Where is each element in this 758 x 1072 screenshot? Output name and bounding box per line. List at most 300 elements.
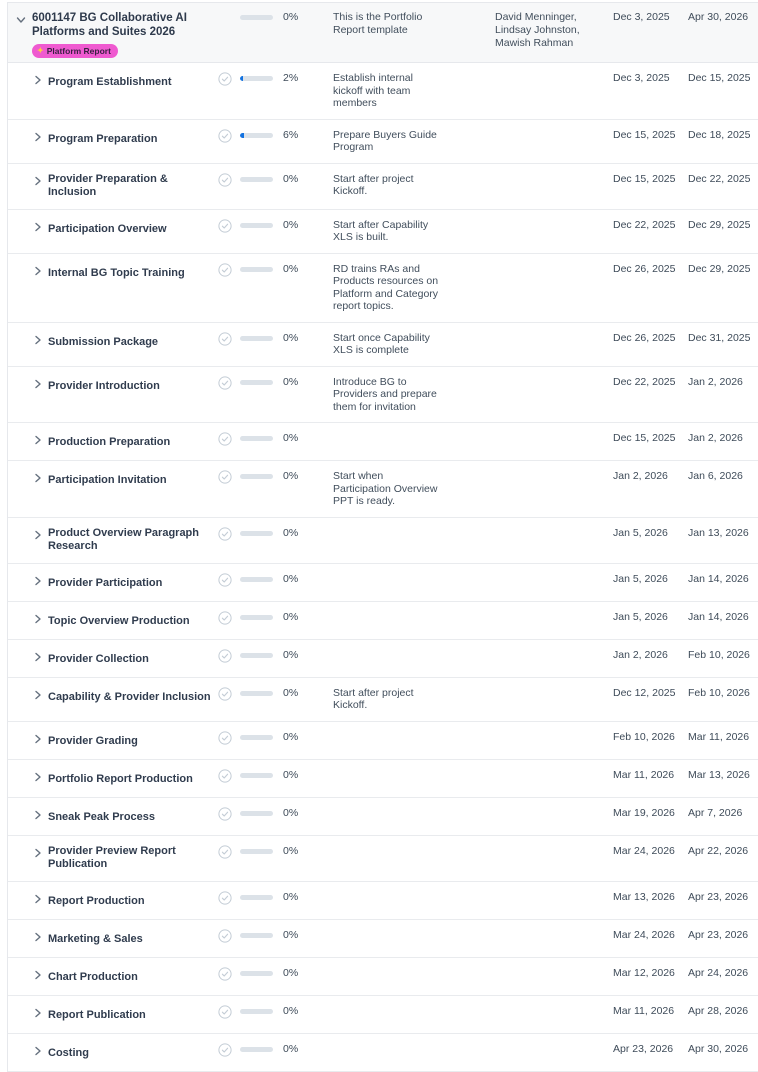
task-description[interactable] xyxy=(333,432,439,451)
task-description[interactable] xyxy=(333,1043,439,1062)
check-circle-icon[interactable] xyxy=(218,129,232,148)
chevron-right-icon[interactable] xyxy=(33,433,43,449)
check-circle-icon[interactable] xyxy=(218,470,232,489)
progress-percent: 0% xyxy=(283,966,299,979)
task-name-cell xyxy=(48,769,218,788)
start-date[interactable]: Mar 12, 2026 xyxy=(613,966,675,979)
end-date[interactable]: Mar 13, 2026 xyxy=(688,768,750,781)
task-name-cell xyxy=(48,432,218,451)
task-description[interactable] xyxy=(333,967,439,986)
progress-bar xyxy=(240,380,273,385)
check-circle-icon[interactable] xyxy=(218,807,232,826)
task-assignees xyxy=(495,611,591,630)
header-progress-cell xyxy=(240,11,283,62)
task-name-cell xyxy=(48,891,218,910)
start-date[interactable]: Mar 11, 2026 xyxy=(613,1004,675,1017)
check-cell xyxy=(218,263,240,313)
start-date[interactable]: Dec 3, 2025 xyxy=(613,11,670,23)
task-row xyxy=(8,564,758,602)
task-description[interactable]: Start after Capability XLS is built. xyxy=(333,218,429,243)
start-date[interactable]: Dec 26, 2025 xyxy=(613,331,676,344)
task-name[interactable]: Provider Participation xyxy=(48,576,163,589)
end-date[interactable]: Apr 24, 2026 xyxy=(688,966,749,979)
check-circle-icon[interactable] xyxy=(218,611,232,630)
task-name-cell xyxy=(48,687,218,712)
progress-bar xyxy=(240,531,273,536)
check-circle-icon[interactable] xyxy=(218,173,232,192)
check-circle-icon[interactable] xyxy=(218,929,232,948)
chevron-right-icon[interactable] xyxy=(33,1006,43,1022)
check-circle-icon[interactable] xyxy=(218,731,232,750)
progress-bar xyxy=(240,177,273,182)
chevron-right-icon[interactable] xyxy=(33,333,43,349)
check-cell xyxy=(218,967,240,986)
task-description[interactable] xyxy=(333,649,439,668)
task-row xyxy=(8,423,758,461)
sparkle-icon: ✦ xyxy=(37,46,44,55)
task-assignees xyxy=(495,769,591,788)
start-date[interactable]: Mar 19, 2026 xyxy=(613,806,675,819)
check-circle-icon[interactable] xyxy=(218,967,232,986)
task-description[interactable]: RD trains RAs and Products resources on Platform and Category report topics. xyxy=(333,262,439,312)
progress-percent: 0% xyxy=(283,375,299,388)
progress-bar xyxy=(240,933,273,938)
task-description[interactable] xyxy=(333,929,439,948)
progress-cell xyxy=(240,731,283,750)
task-description[interactable] xyxy=(333,845,439,872)
check-circle-icon[interactable] xyxy=(218,649,232,668)
end-date[interactable]: Apr 22, 2026 xyxy=(688,844,749,857)
check-circle-icon[interactable] xyxy=(218,376,232,395)
progress-bar xyxy=(240,1009,273,1014)
check-cell xyxy=(218,1043,240,1062)
check-cell xyxy=(218,376,240,414)
chevron-cell xyxy=(8,432,48,451)
chevron-right-icon[interactable] xyxy=(33,130,43,146)
task-description[interactable]: Start after project Kickoff. xyxy=(333,686,414,711)
progress-percent: 0% xyxy=(283,470,299,482)
chevron-cell xyxy=(8,611,48,630)
task-row xyxy=(8,920,758,958)
task-description[interactable]: Start after project Kickoff. xyxy=(333,172,414,197)
progress-bar xyxy=(240,971,273,976)
task-name-cell xyxy=(48,173,218,200)
chevron-right-icon[interactable] xyxy=(33,471,43,487)
task-name[interactable]: Internal BG Topic Training xyxy=(48,266,185,279)
task-name[interactable]: Participation Invitation xyxy=(48,474,167,486)
task-assignees xyxy=(495,845,591,872)
start-date[interactable]: Dec 15, 2025 xyxy=(613,128,676,141)
chevron-right-icon[interactable] xyxy=(33,73,43,89)
progress-cell xyxy=(240,219,283,244)
task-row xyxy=(8,461,758,518)
task-description[interactable] xyxy=(333,891,439,910)
start-date[interactable]: Dec 22, 2025 xyxy=(613,218,676,231)
progress-bar xyxy=(240,223,273,228)
end-date[interactable]: Jan 2, 2026 xyxy=(688,432,743,444)
check-circle-icon[interactable] xyxy=(218,891,232,910)
task-assignees xyxy=(495,376,591,414)
start-date[interactable]: Mar 13, 2026 xyxy=(613,890,675,903)
task-name[interactable]: Provider Grading xyxy=(48,734,138,747)
progress-percent: 0% xyxy=(283,218,299,231)
end-date[interactable]: Dec 15, 2025 xyxy=(688,72,751,84)
start-date[interactable]: Mar 11, 2026 xyxy=(613,768,675,781)
end-date[interactable]: Apr 7, 2026 xyxy=(688,806,743,819)
check-circle-icon[interactable] xyxy=(218,573,232,592)
task-row xyxy=(8,678,758,722)
check-circle-icon[interactable] xyxy=(218,845,232,864)
task-row xyxy=(8,120,758,164)
task-row xyxy=(8,640,758,678)
header-chevron-cell xyxy=(8,11,32,62)
check-cell xyxy=(218,1005,240,1024)
check-circle-icon[interactable] xyxy=(218,72,232,91)
task-row xyxy=(8,996,758,1034)
chevron-right-icon[interactable] xyxy=(33,1044,43,1060)
start-date[interactable]: Jan 2, 2026 xyxy=(613,648,668,661)
task-name[interactable]: Submission Package xyxy=(48,335,159,348)
progress-percent: 0% xyxy=(283,730,299,743)
task-name[interactable]: Provider Introduction xyxy=(48,379,160,392)
progress-bar xyxy=(240,15,273,20)
progress-cell xyxy=(240,649,283,668)
task-assignees xyxy=(495,470,591,508)
progress-cell xyxy=(240,807,283,826)
chevron-cell xyxy=(8,332,48,357)
chevron-right-icon[interactable] xyxy=(33,770,43,786)
start-date[interactable]: Apr 23, 2026 xyxy=(613,1042,674,1055)
task-name-cell xyxy=(48,1005,218,1024)
end-date[interactable]: Dec 29, 2025 xyxy=(688,262,751,275)
end-date[interactable]: Feb 10, 2026 xyxy=(688,686,750,699)
chevron-right-icon[interactable] xyxy=(33,892,43,908)
task-description[interactable] xyxy=(333,807,439,826)
check-cell xyxy=(218,173,240,200)
task-assignees xyxy=(495,332,591,357)
end-date[interactable]: Dec 29, 2025 xyxy=(688,218,751,231)
task-assignees xyxy=(495,1005,591,1024)
task-assignees xyxy=(495,432,591,451)
progress-percent: 2% xyxy=(283,72,299,84)
chevron-cell xyxy=(8,263,48,313)
end-date[interactable]: Jan 13, 2026 xyxy=(688,526,749,539)
check-circle-icon[interactable] xyxy=(218,263,232,282)
check-circle-icon[interactable] xyxy=(218,769,232,788)
task-assignees xyxy=(495,687,591,712)
end-date[interactable]: Dec 22, 2025 xyxy=(688,172,751,185)
task-name[interactable]: Program Preparation xyxy=(48,132,158,145)
task-name[interactable]: Participation Overview xyxy=(48,222,167,235)
progress-bar xyxy=(240,653,273,658)
end-date[interactable]: Apr 30, 2026 xyxy=(688,1042,749,1055)
chevron-cell xyxy=(8,72,48,110)
start-date[interactable]: Dec 26, 2025 xyxy=(613,262,676,275)
end-date[interactable]: Feb 10, 2026 xyxy=(688,648,750,661)
end-date[interactable]: Jan 14, 2026 xyxy=(688,610,749,623)
start-date[interactable]: Jan 5, 2026 xyxy=(613,572,668,585)
task-row xyxy=(8,323,758,367)
chevron-right-icon[interactable] xyxy=(33,612,43,628)
progress-percent: 0% xyxy=(283,526,299,539)
task-assignees xyxy=(495,173,591,200)
task-name[interactable]: Report Publication xyxy=(48,1008,146,1021)
task-name[interactable]: Sneak Peak Process xyxy=(48,810,156,823)
progress-cell xyxy=(240,332,283,357)
task-name-cell xyxy=(48,527,218,554)
check-cell xyxy=(218,129,240,154)
task-assignees xyxy=(495,263,591,313)
progress-cell xyxy=(240,845,283,872)
task-description[interactable]: Prepare Buyers Guide Program xyxy=(333,128,437,153)
chevron-cell xyxy=(8,891,48,910)
progress-cell xyxy=(240,72,283,110)
task-row xyxy=(8,254,758,323)
chevron-right-icon[interactable] xyxy=(33,930,43,946)
task-assignees xyxy=(495,573,591,592)
check-circle-icon[interactable] xyxy=(218,527,232,546)
task-name[interactable]: Chart Production xyxy=(48,970,138,983)
task-name[interactable]: Capability & Provider Inclusion xyxy=(48,690,211,703)
progress-percent: 0% xyxy=(283,262,299,275)
project-title[interactable]: 6001147 BG Collaborative AI Platforms and Suites 2026 xyxy=(32,12,187,38)
chevron-cell xyxy=(8,731,48,750)
progress-percent: 0% xyxy=(283,1042,299,1055)
check-circle-icon[interactable] xyxy=(218,687,232,706)
progress-percent: 0% xyxy=(283,11,299,23)
task-name[interactable]: Program Establishment xyxy=(48,76,172,88)
progress-cell xyxy=(240,573,283,592)
check-cell xyxy=(218,649,240,668)
task-description[interactable] xyxy=(333,731,439,750)
progress-percent: 0% xyxy=(283,1004,299,1017)
task-description[interactable]: Introduce BG to Providers and prepare them for invitation xyxy=(333,375,437,413)
end-date[interactable]: Jan 6, 2026 xyxy=(688,470,743,482)
progress-cell xyxy=(240,527,283,554)
task-description[interactable] xyxy=(333,573,439,592)
progress-cell xyxy=(240,769,283,788)
project-assignees[interactable]: David Menninger, Lindsay Johnston, Mawish Rahman xyxy=(495,11,580,49)
progress-cell xyxy=(240,432,283,451)
task-name[interactable]: Topic Overview Production xyxy=(48,614,190,627)
check-cell xyxy=(218,611,240,630)
chevron-cell xyxy=(8,173,48,200)
task-assignees xyxy=(495,967,591,986)
end-date[interactable]: Dec 18, 2025 xyxy=(688,128,751,141)
task-description[interactable] xyxy=(333,1005,439,1024)
task-name[interactable]: Provider Preview Report Publication xyxy=(48,844,176,870)
progress-percent: 0% xyxy=(283,890,299,903)
progress-percent: 0% xyxy=(283,844,299,857)
task-assignees xyxy=(495,649,591,668)
progress-bar xyxy=(240,577,273,582)
chevron-down-icon[interactable] xyxy=(16,13,26,29)
header-check-cell xyxy=(218,11,240,62)
progress-cell xyxy=(240,173,283,200)
start-date[interactable]: Jan 5, 2026 xyxy=(613,610,668,623)
end-date[interactable]: Jan 14, 2026 xyxy=(688,572,749,585)
task-name-cell xyxy=(48,731,218,750)
chevron-cell xyxy=(8,376,48,414)
chevron-right-icon[interactable] xyxy=(33,220,43,236)
chevron-right-icon[interactable] xyxy=(33,732,43,748)
start-date[interactable]: Mar 24, 2026 xyxy=(613,844,675,857)
chevron-right-icon[interactable] xyxy=(33,377,43,393)
task-name[interactable]: Portfolio Report Production xyxy=(48,772,193,785)
chevron-cell xyxy=(8,219,48,244)
progress-cell xyxy=(240,376,283,414)
project-description[interactable]: This is the Portfolio Report template xyxy=(333,11,423,36)
task-description[interactable] xyxy=(333,527,439,554)
task-row xyxy=(8,798,758,836)
task-name[interactable]: Provider Preparation & Inclusion xyxy=(48,172,168,198)
end-date[interactable]: Apr 23, 2026 xyxy=(688,890,749,903)
progress-cell xyxy=(240,929,283,948)
task-assignees xyxy=(495,72,591,110)
chevron-cell xyxy=(8,807,48,826)
start-date[interactable]: Dec 3, 2025 xyxy=(613,72,670,84)
progress-cell xyxy=(240,1005,283,1024)
task-name-cell xyxy=(48,967,218,986)
end-date[interactable]: Apr 23, 2026 xyxy=(688,928,749,941)
check-circle-icon[interactable] xyxy=(218,432,232,451)
chevron-cell xyxy=(8,573,48,592)
progress-percent: 0% xyxy=(283,928,299,941)
task-name-cell xyxy=(48,649,218,668)
chevron-right-icon[interactable] xyxy=(33,574,43,590)
end-date[interactable]: Apr 28, 2026 xyxy=(688,1004,749,1017)
chevron-right-icon[interactable] xyxy=(33,846,43,862)
end-date[interactable]: Apr 30, 2026 xyxy=(688,11,749,23)
task-assignees xyxy=(495,527,591,554)
task-assignees xyxy=(495,807,591,826)
chevron-right-icon[interactable] xyxy=(33,688,43,704)
task-row xyxy=(8,210,758,254)
progress-percent: 0% xyxy=(283,610,299,623)
chevron-cell xyxy=(8,687,48,712)
check-cell xyxy=(218,845,240,872)
progress-cell xyxy=(240,129,283,154)
progress-bar xyxy=(240,336,273,341)
project-header-row xyxy=(8,3,758,63)
progress-bar xyxy=(240,267,273,272)
task-name-cell xyxy=(48,332,218,357)
progress-bar xyxy=(240,133,273,138)
chevron-right-icon[interactable] xyxy=(33,650,43,666)
start-date[interactable]: Mar 24, 2026 xyxy=(613,928,675,941)
chevron-cell xyxy=(8,769,48,788)
task-name[interactable]: Report Production xyxy=(48,894,145,907)
task-name-cell xyxy=(48,263,218,313)
task-description[interactable]: Start when Participation Overview PPT is ready. xyxy=(333,470,438,507)
start-date[interactable]: Feb 10, 2026 xyxy=(613,730,675,743)
task-name[interactable]: Product Overview Paragraph Research xyxy=(48,526,199,552)
progress-percent: 0% xyxy=(283,172,299,185)
progress-bar xyxy=(240,895,273,900)
check-circle-icon[interactable] xyxy=(218,219,232,238)
progress-bar xyxy=(240,474,273,479)
progress-percent: 0% xyxy=(283,572,299,585)
chevron-cell xyxy=(8,649,48,668)
end-date[interactable]: Mar 11, 2026 xyxy=(688,730,750,743)
check-cell xyxy=(218,573,240,592)
check-cell xyxy=(218,219,240,244)
start-date[interactable]: Dec 15, 2025 xyxy=(613,172,676,185)
chevron-cell xyxy=(8,967,48,986)
progress-cell xyxy=(240,891,283,910)
task-name[interactable]: Production Preparation xyxy=(48,436,171,448)
task-name-cell xyxy=(48,929,218,948)
task-description[interactable]: Start once Capability XLS is complete xyxy=(333,331,430,356)
check-circle-icon[interactable] xyxy=(218,1005,232,1024)
progress-percent: 0% xyxy=(283,432,299,444)
progress-bar xyxy=(240,773,273,778)
check-cell xyxy=(218,807,240,826)
check-circle-icon[interactable] xyxy=(218,332,232,351)
platform-report-badge[interactable] xyxy=(32,44,118,58)
task-name[interactable]: Marketing & Sales xyxy=(48,932,143,945)
progress-cell xyxy=(240,263,283,313)
task-row xyxy=(8,602,758,640)
task-row xyxy=(8,882,758,920)
start-date[interactable]: Jan 2, 2026 xyxy=(613,470,668,482)
task-assignees xyxy=(495,219,591,244)
task-assignees xyxy=(495,929,591,948)
task-name[interactable]: Costing xyxy=(48,1046,89,1059)
chevron-right-icon[interactable] xyxy=(33,174,43,190)
start-date[interactable]: Dec 12, 2025 xyxy=(613,686,676,699)
progress-percent: 6% xyxy=(283,128,299,141)
check-cell xyxy=(218,72,240,110)
start-date[interactable]: Dec 22, 2025 xyxy=(613,375,676,388)
progress-cell xyxy=(240,470,283,508)
chevron-right-icon[interactable] xyxy=(33,528,43,544)
progress-percent: 0% xyxy=(283,648,299,661)
chevron-right-icon[interactable] xyxy=(33,808,43,824)
task-name-cell xyxy=(48,219,218,244)
chevron-cell xyxy=(8,1043,48,1062)
progress-cell xyxy=(240,967,283,986)
task-rows-container xyxy=(8,63,758,1072)
progress-bar xyxy=(240,691,273,696)
check-cell xyxy=(218,731,240,750)
task-description[interactable] xyxy=(333,611,439,630)
start-date[interactable]: Jan 5, 2026 xyxy=(613,526,668,539)
start-date[interactable]: Dec 15, 2025 xyxy=(613,432,676,444)
end-date[interactable]: Dec 31, 2025 xyxy=(688,331,751,344)
chevron-right-icon[interactable] xyxy=(33,968,43,984)
end-date[interactable]: Jan 2, 2026 xyxy=(688,375,743,388)
check-circle-icon[interactable] xyxy=(218,1043,232,1062)
task-assignees xyxy=(495,731,591,750)
check-cell xyxy=(218,432,240,451)
check-cell xyxy=(218,687,240,712)
task-name-cell xyxy=(48,845,218,872)
check-cell xyxy=(218,527,240,554)
task-name-cell xyxy=(48,376,218,414)
task-name-cell xyxy=(48,470,218,508)
task-description[interactable]: Establish internal kickoff with team members xyxy=(333,72,413,109)
task-description[interactable] xyxy=(333,769,439,788)
task-assignees xyxy=(495,1043,591,1062)
task-row xyxy=(8,164,758,210)
task-row xyxy=(8,760,758,798)
progress-bar xyxy=(240,1047,273,1052)
task-row xyxy=(8,63,758,120)
check-cell xyxy=(218,332,240,357)
chevron-right-icon[interactable] xyxy=(33,264,43,280)
task-name[interactable]: Provider Collection xyxy=(48,652,149,665)
